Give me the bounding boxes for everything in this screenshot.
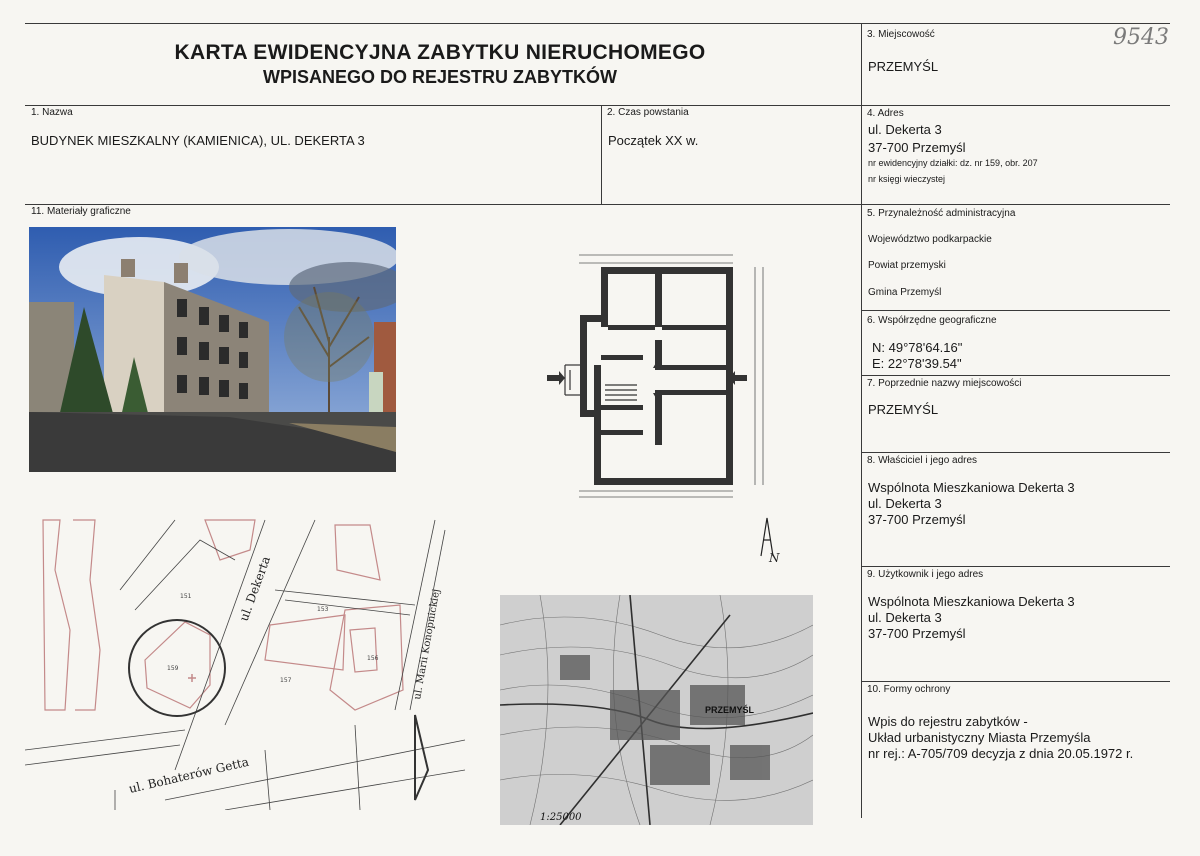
north-label: N [769, 551, 780, 565]
border-header-bottom [25, 105, 1170, 106]
topo-city-label: PRZEMYŚL [705, 705, 755, 715]
parcel-157: 157 [280, 677, 292, 684]
f4-label: 4. Adres [867, 108, 904, 119]
label-ul-dekerta: ul. Dekerta [236, 554, 274, 624]
f5-voivodeship: Województwo podkarpackie [868, 234, 992, 245]
f5-label: 5. Przynależność administracyjna [867, 208, 1016, 219]
north-arrow-icon [755, 516, 785, 566]
f10-label: 10. Formy ochrony [867, 684, 951, 695]
f9-label: 9. Użytkownik i jego adres [867, 569, 984, 580]
f8-name: Wspólnota Mieszkaniowa Dekerta 3 [868, 480, 1075, 495]
parcel-153: 153 [317, 606, 329, 613]
border-top [25, 23, 1170, 24]
f10-line1: Wpis do rejestru zabytków - [868, 714, 1028, 729]
border-f8-bottom [861, 566, 1170, 567]
f10-line2: Układ urbanistyczny Miasta Przemyśla [868, 730, 1091, 745]
f6-east: E: 22°78'39.54" [872, 356, 962, 371]
site-map [25, 510, 480, 810]
f6-label: 6. Współrzędne geograficzne [867, 315, 997, 326]
f10-line3: nr rej.: A-705/709 decyzja z dnia 20.05.1972 r. [868, 746, 1134, 761]
floor-plan [545, 245, 775, 505]
f5-county: Powiat przemyski [868, 260, 946, 271]
handwritten-number: 9543 [1113, 25, 1169, 50]
f11-label: 11. Materiały graficzne [31, 206, 131, 217]
f4-land-register: nr księgi wieczystej [868, 174, 946, 184]
f4-street: ul. Dekerta 3 [868, 122, 942, 137]
building-photo [29, 227, 396, 472]
border-f6-bottom [861, 375, 1170, 376]
f5-commune: Gmina Przemyśl [868, 287, 942, 298]
f8-city: 37-700 Przemyśl [868, 512, 966, 527]
f7-label: 7. Poprzednie nazwy miejscowości [867, 378, 1022, 389]
f2-value: Początek XX w. [608, 133, 699, 148]
card-title-line2: WPISANEGO DO REJESTRU ZABYTKÓW [262, 67, 617, 87]
f3-value: PRZEMYŚL [868, 59, 939, 74]
f6-north: N: 49°78'64.16" [872, 340, 963, 355]
f1-value: BUDYNEK MIESZKALNY (KAMIENICA), UL. DEKERTA 3 [31, 133, 365, 148]
border-row1-bottom [25, 204, 1170, 205]
f1-label: 1. Nazwa [31, 107, 73, 118]
f7-value: PRZEMYŚL [868, 402, 939, 417]
label-ul-konopnickiej: ul. Marii Konopnickiej [412, 588, 443, 701]
f2-label: 2. Czas powstania [607, 107, 689, 118]
f9-name: Wspólnota Mieszkaniowa Dekerta 3 [868, 594, 1075, 609]
divider-col-right [861, 23, 862, 818]
border-f5-bottom [861, 310, 1170, 311]
f8-street: ul. Dekerta 3 [868, 496, 942, 511]
label-ul-bohaterow-getta: ul. Bohaterów Getta [127, 754, 251, 796]
parcel-151: 151 [180, 593, 192, 600]
topographic-map [500, 595, 813, 825]
parcel-156: 156 [367, 655, 379, 662]
f8-label: 8. Właściciel i jego adres [867, 455, 978, 466]
divider-col-mid [601, 105, 602, 204]
f4-parcel: nr ewidencyjny działki: dz. nr 159, obr. 207 [868, 158, 1038, 168]
f9-city: 37-700 Przemyśl [868, 626, 966, 641]
card-title-line1: KARTA EWIDENCYJNA ZABYTKU NIERUCHOMEGO [174, 41, 706, 64]
f3-label: 3. Miejscowość [867, 29, 935, 40]
border-f9-bottom [861, 681, 1170, 682]
f4-city: 37-700 Przemyśl [868, 140, 966, 155]
parcel-159: 159 [167, 665, 179, 672]
f9-street: ul. Dekerta 3 [868, 610, 942, 625]
topo-scale-label: 1:25000 [540, 812, 582, 823]
border-f7-bottom [861, 452, 1170, 453]
